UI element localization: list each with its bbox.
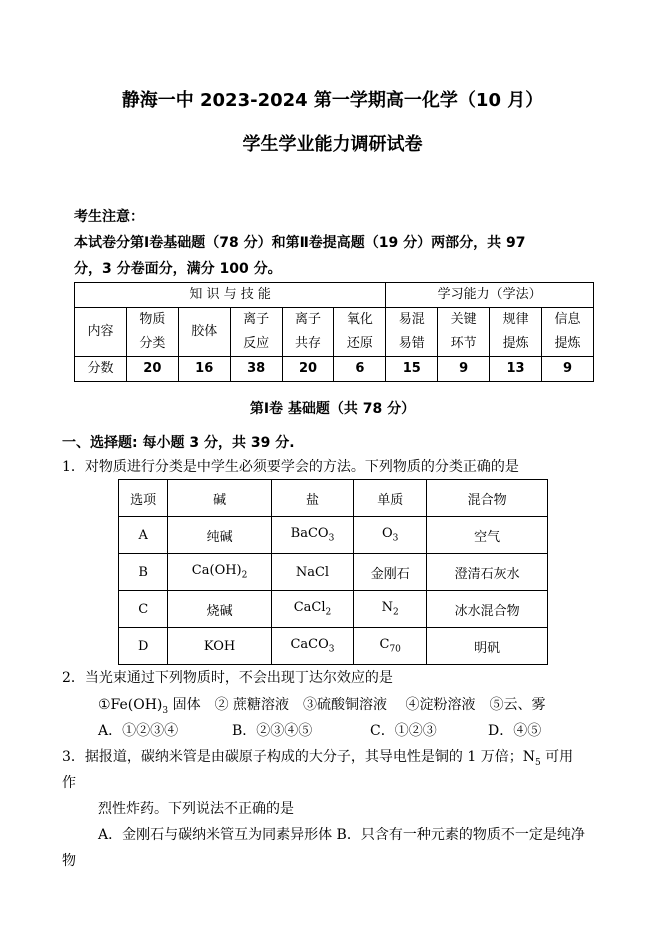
topic-line1: 规律 [502, 312, 529, 327]
notice-line-1: 本试卷分第Ⅰ卷基础题（78 分）和第Ⅱ卷提高题（19 分）两部分，共 97 [74, 235, 526, 251]
row-label-score: 分数 [75, 357, 127, 382]
topic-line1: 物质 [139, 312, 166, 327]
q1-cell: D [119, 628, 168, 665]
q3-options-ab: A．金刚石与碳纳米管互为同素异形体 B．只含有一种元素的物质不一定是纯净 [98, 827, 585, 843]
topic-line1: 关键 [450, 312, 477, 327]
topic-cell [230, 308, 282, 357]
q1-header-cell: 碱 [168, 480, 271, 517]
q1-cell: 烧碱 [168, 591, 271, 628]
topic-cell [334, 308, 386, 357]
q2-option-c: C．①②③ [370, 723, 437, 739]
topic-cell [126, 308, 178, 357]
q1-header-cell: 选项 [119, 480, 168, 517]
q1-cell: 纯碱 [168, 517, 271, 554]
part1-title: 第Ⅰ卷 基础题（共 78 分） [249, 401, 416, 417]
q1-cell: 明矾 [427, 628, 548, 665]
exam-title: 静海一中 2023-2024 第一学期高一化学（10 月） [121, 90, 544, 111]
q1-cell: $N_2$ [354, 591, 427, 628]
notice-label: 考生注意： [74, 209, 144, 225]
q2-option-a: A．①②③④ [98, 723, 179, 739]
score-distribution-table [74, 282, 594, 382]
topic-line2: 环节 [450, 336, 477, 351]
q1-cell: $C_{70}$ [354, 628, 427, 665]
q1-cell: 澄清石灰水 [427, 554, 548, 591]
topic-line2: 分类 [139, 336, 166, 351]
score-cell: 38 [230, 357, 282, 382]
score-cell: 20 [282, 357, 334, 382]
q2-option-d: D．④⑤ [488, 723, 542, 739]
section1-heading: 一、选择题: 每小题 3 分，共 39 分. [62, 435, 295, 451]
topic-line2: 提炼 [502, 336, 529, 351]
topic-line2: 提炼 [554, 336, 581, 351]
topic-line2: 易错 [398, 336, 425, 351]
q1-cell: CaCl$_2$ [271, 591, 353, 628]
topic-cell [490, 308, 542, 357]
group-learning-ability: 学习能力（学法） [386, 283, 594, 308]
topic-line2: 还原 [346, 336, 373, 351]
q1-header-row [119, 480, 548, 517]
q1-cell: KOH [168, 628, 271, 665]
q3-continuation: 物 [62, 853, 76, 869]
q1-cell: NaCl [271, 554, 353, 591]
exam-subtitle: 学生学业能力调研试卷 [242, 134, 423, 155]
topic-line1: 离子 [243, 312, 270, 327]
score-cell: 20 [126, 357, 178, 382]
row-label-content: 内容 [75, 308, 127, 357]
score-cell: 15 [386, 357, 438, 382]
q3-stem-line1: 3．据报道，碳纳米管是由碳原子构成的大分子，其导电性是铜的 1 万倍；$N_5$ 可用 [62, 749, 574, 768]
q1-cell: $O_3$ [354, 517, 427, 554]
notice-line-2: 分，3 分卷面分，满分 100 分。 [74, 261, 282, 277]
score-cell: 13 [490, 357, 542, 382]
topic-line1: 氧化 [346, 312, 373, 327]
topic-line2: 反应 [243, 336, 270, 351]
q2-items: $①Fe(OH)_3$ 固体 ② 蔗糖溶液 ③硫酸铜溶液 ④淀粉溶液 ⑤云、雾 [98, 697, 546, 716]
q3-stem-line3: 烈性炸药。下列说法不正确的是 [98, 801, 294, 817]
q1-cell: $Ca(OH)_2$ [168, 554, 271, 591]
q1-cell: 冰水混合物 [427, 591, 548, 628]
group-knowledge-skills: 知 识 与 技 能 [75, 283, 386, 308]
topic-cell [438, 308, 490, 357]
q1-cell: A [119, 517, 168, 554]
q1-cell: BaCO$_3$ [271, 517, 353, 554]
q1-row [119, 591, 548, 628]
q1-cell: 空气 [427, 517, 548, 554]
q1-stem: 1．对物质进行分类是中学生必须要学会的方法。下列物质的分类正确的是 [62, 459, 519, 475]
q1-header-cell: 单质 [354, 480, 427, 517]
q1-row [119, 628, 548, 665]
score-cell: 16 [178, 357, 230, 382]
q3-stem-line2: 作 [62, 775, 76, 791]
content-row [75, 308, 594, 357]
q1-row [119, 554, 548, 591]
q1-header-cell: 盐 [271, 480, 353, 517]
score-cell: 9 [542, 357, 594, 382]
q1-cell: 金刚石 [354, 554, 427, 591]
topic-cell [282, 308, 334, 357]
q1-classification-table [118, 479, 548, 665]
topic-line1: 离子 [295, 312, 322, 327]
q1-cell: C [119, 591, 168, 628]
topic-cell [542, 308, 594, 357]
q1-row [119, 517, 548, 554]
q1-header-cell: 混合物 [427, 480, 548, 517]
score-cell: 9 [438, 357, 490, 382]
q1-cell: B [119, 554, 168, 591]
q1-cell: CaCO$_3$ [271, 628, 353, 665]
topic-cell: 胶体 [178, 308, 230, 357]
score-row [75, 357, 594, 382]
topic-cell [386, 308, 438, 357]
topic-line2: 共存 [295, 336, 322, 351]
score-cell: 6 [334, 357, 386, 382]
q2-stem: 2．当光束通过下列物质时，不会出现丁达尔效应的是 [62, 670, 393, 686]
q2-option-b: B．②③④⑤ [232, 723, 313, 739]
topic-line1: 易混 [398, 312, 425, 327]
topic-line1: 信息 [554, 312, 581, 327]
